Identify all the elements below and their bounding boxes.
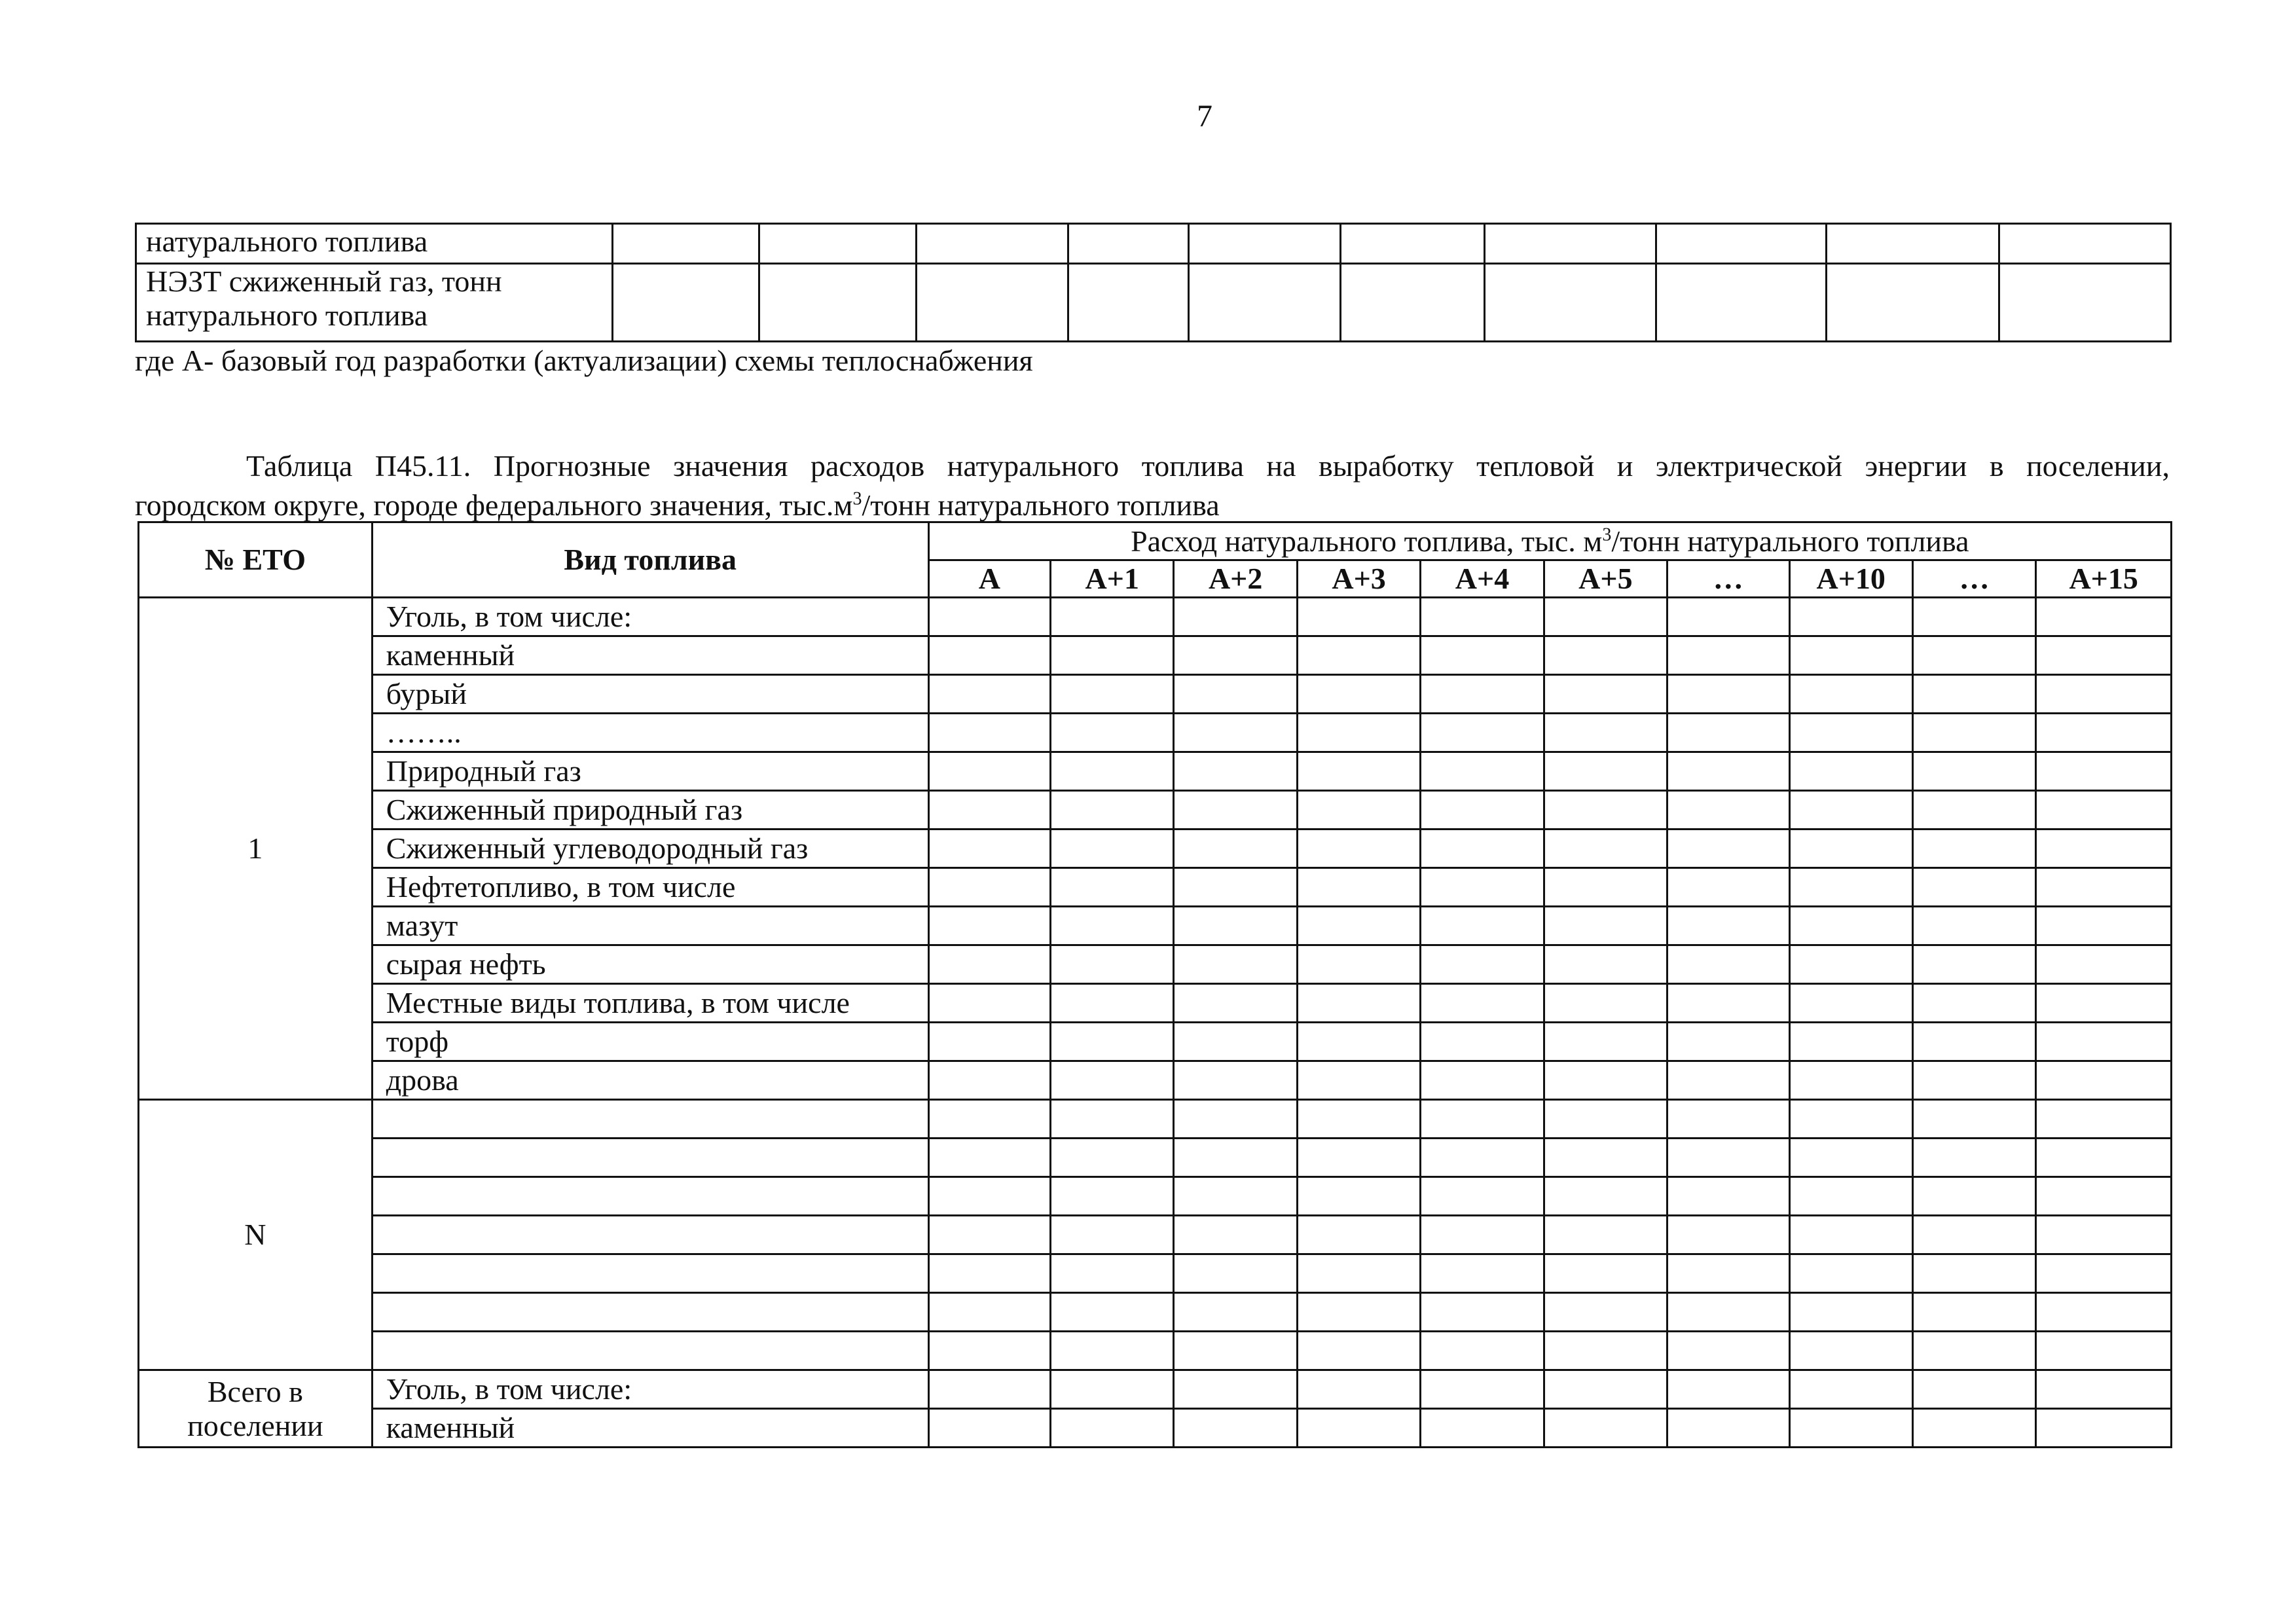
value-cell: [1421, 1023, 1544, 1061]
value-cell: [1051, 1023, 1174, 1061]
value-cell: [1789, 1061, 1912, 1100]
fuel-type: торф: [372, 1023, 928, 1061]
value-cell: [1051, 907, 1174, 945]
value-cell: [1174, 1370, 1297, 1409]
value-cell: [1789, 1177, 1912, 1216]
value-cell: [1667, 830, 1789, 868]
value-cell: [2036, 945, 2172, 984]
value-cell: [1667, 1216, 1789, 1254]
value-cell: [1174, 945, 1297, 984]
total-label: Всего в поселении: [139, 1370, 373, 1448]
value-cell: [1667, 984, 1789, 1023]
value-cell: [1051, 830, 1174, 868]
value-cell: [1174, 1139, 1297, 1177]
value-cell: [1789, 752, 1912, 791]
value-cell: [1912, 598, 2035, 636]
value-cell: [1789, 598, 1912, 636]
fuel-type: каменный: [372, 636, 928, 675]
value-cell: [2036, 868, 2172, 907]
fuel-type: Уголь, в том числе:: [372, 1370, 928, 1409]
value-cell: [1051, 1177, 1174, 1216]
header-year: А+10: [1789, 560, 1912, 598]
table-row: [139, 1216, 2172, 1254]
value-cell: [1174, 984, 1297, 1023]
value-cell: [2036, 636, 2172, 675]
page-number: 7: [1197, 99, 1212, 134]
value-cell: [1667, 1177, 1789, 1216]
value-cell: [928, 1139, 1050, 1177]
value-cell: [1789, 636, 1912, 675]
value-cell: [1544, 984, 1667, 1023]
table-row: [139, 1061, 2172, 1100]
value-cell: [1912, 675, 2035, 714]
previous-table-continuation: [135, 223, 2172, 342]
value-cell: [1297, 1370, 1420, 1409]
eto-number: N: [139, 1100, 373, 1370]
value-cell: [2036, 1216, 2172, 1254]
value-cell: [1667, 907, 1789, 945]
value-cell: [1421, 1370, 1544, 1409]
value-cell: [1421, 1061, 1544, 1100]
value-cell: [1544, 868, 1667, 907]
value-cell: [1421, 1332, 1544, 1370]
value-cell: [1912, 636, 2035, 675]
value-cell: [1789, 1139, 1912, 1177]
value-cell: [1051, 1100, 1174, 1139]
base-year-note: где А- базовый год разработки (актуализации) схемы теплоснабжения: [135, 344, 1033, 377]
table-body: [139, 598, 2172, 1448]
table-row: [139, 1254, 2172, 1293]
fuel-type: [372, 1216, 928, 1254]
value-cell: [1051, 1370, 1174, 1409]
value-cell: [1912, 714, 2035, 752]
value-cell: [1789, 1370, 1912, 1409]
value-cell: [2036, 714, 2172, 752]
value-cell: [1789, 1332, 1912, 1370]
value-cell: [1421, 984, 1544, 1023]
value-cell: [1174, 1177, 1297, 1216]
value-cell: [1421, 1216, 1544, 1254]
value-cell: [1544, 945, 1667, 984]
value-cell: [1051, 868, 1174, 907]
value-cell: [1912, 1332, 2035, 1370]
value-cell: [928, 984, 1050, 1023]
value-cell: [1421, 1100, 1544, 1139]
value-cell: [2036, 1409, 2172, 1448]
value-cell: [928, 1409, 1050, 1448]
value-cell: [1789, 1293, 1912, 1332]
value-cell: [928, 1023, 1050, 1061]
value-cell: [2036, 1370, 2172, 1409]
value-cell: [1789, 675, 1912, 714]
fuel-type: [372, 1293, 928, 1332]
value-cell: [1912, 1177, 2035, 1216]
value-cell: [1667, 1100, 1789, 1139]
value-cell: [1297, 1409, 1420, 1448]
value-cell: [1789, 1409, 1912, 1448]
value-cell: [1421, 714, 1544, 752]
value-cell: [1174, 752, 1297, 791]
value-cell: [1421, 945, 1544, 984]
value-cell: [928, 945, 1050, 984]
value-cell: [928, 830, 1050, 868]
value-cell: [2036, 1139, 2172, 1177]
table-row: [139, 1023, 2172, 1061]
value-cell: [2036, 1293, 2172, 1332]
value-cell: [1912, 1409, 2035, 1448]
header-consumption-group: Расход натурального топлива, тыс. $м^3$/тонн натурального топлива: [928, 522, 2171, 560]
value-cell: [1912, 1061, 2035, 1100]
value-cell: [1667, 752, 1789, 791]
value-cell: [1544, 598, 1667, 636]
value-cell: [1421, 752, 1544, 791]
value-cell: [1912, 1293, 2035, 1332]
value-cell: [1667, 1254, 1789, 1293]
value-cell: [1421, 868, 1544, 907]
fuel-type: Сжиженный углеводородный газ: [372, 830, 928, 868]
table-row: [139, 830, 2172, 868]
value-cell: [1297, 1177, 1420, 1216]
value-cell: [1544, 752, 1667, 791]
value-cell: [1667, 1409, 1789, 1448]
value-cell: [2036, 984, 2172, 1023]
value-cell: [1051, 1139, 1174, 1177]
value-cell: [1174, 1216, 1297, 1254]
value-cell: [1297, 1293, 1420, 1332]
value-cell: [1421, 907, 1544, 945]
value-cell: [1544, 1370, 1667, 1409]
header-year: А+5: [1544, 560, 1667, 598]
value-cell: [928, 1100, 1050, 1139]
value-cell: [1912, 791, 2035, 830]
value-cell: [1667, 945, 1789, 984]
value-cell: [1174, 830, 1297, 868]
table-row: [139, 1293, 2172, 1332]
value-cell: [1544, 1409, 1667, 1448]
value-cell: [928, 791, 1050, 830]
value-cell: [1174, 1061, 1297, 1100]
value-cell: [1667, 598, 1789, 636]
value-cell: [1667, 1332, 1789, 1370]
value-cell: [1544, 636, 1667, 675]
value-cell: [1051, 752, 1174, 791]
value-cell: [928, 1177, 1050, 1216]
value-cell: [1544, 791, 1667, 830]
value-cell: [1051, 791, 1174, 830]
value-cell: [1174, 1023, 1297, 1061]
value-cell: [1912, 907, 2035, 945]
value-cell: [1051, 1061, 1174, 1100]
row-label: натурального топлива: [136, 224, 613, 264]
fuel-type: [372, 1332, 928, 1370]
value-cell: [1297, 984, 1420, 1023]
value-cell: [1297, 598, 1420, 636]
value-cell: [1789, 945, 1912, 984]
value-cell: [1667, 675, 1789, 714]
value-cell: [1544, 1139, 1667, 1177]
table-row: [139, 1370, 2172, 1409]
value-cell: [1174, 1409, 1297, 1448]
fuel-type: [372, 1100, 928, 1139]
value-cell: [1789, 984, 1912, 1023]
value-cell: [1544, 907, 1667, 945]
value-cell: [1421, 830, 1544, 868]
value-cell: [1174, 1332, 1297, 1370]
header-fuel-type: Вид топлива: [372, 522, 928, 598]
value-cell: [928, 1332, 1050, 1370]
fuel-type: [372, 1177, 928, 1216]
value-cell: [1544, 675, 1667, 714]
header-year: А+15: [2036, 560, 2172, 598]
value-cell: [1789, 1216, 1912, 1254]
value-cell: [1789, 907, 1912, 945]
header-year: А+4: [1421, 560, 1544, 598]
value-cell: [1667, 1293, 1789, 1332]
value-cell: [1051, 1216, 1174, 1254]
value-cell: [1667, 714, 1789, 752]
table-row: [136, 264, 2171, 342]
table-row: [139, 1139, 2172, 1177]
value-cell: [1051, 984, 1174, 1023]
fuel-type: ……..: [372, 714, 928, 752]
value-cell: [1789, 1254, 1912, 1293]
value-cell: [1297, 636, 1420, 675]
value-cell: [1544, 1332, 1667, 1370]
value-cell: [1789, 830, 1912, 868]
value-cell: [1789, 791, 1912, 830]
value-cell: [1789, 1023, 1912, 1061]
value-cell: [1174, 675, 1297, 714]
table-row: [139, 1409, 2172, 1448]
value-cell: [2036, 675, 2172, 714]
table-row: [139, 1177, 2172, 1216]
value-cell: [1297, 752, 1420, 791]
value-cell: [1174, 636, 1297, 675]
value-cell: [1174, 1100, 1297, 1139]
value-cell: [1051, 675, 1174, 714]
value-cell: [2036, 1023, 2172, 1061]
value-cell: [1912, 1139, 2035, 1177]
value-cell: [1544, 1023, 1667, 1061]
fuel-type: мазут: [372, 907, 928, 945]
value-cell: [1297, 830, 1420, 868]
value-cell: [2036, 1332, 2172, 1370]
value-cell: [1421, 1177, 1544, 1216]
value-cell: [1174, 598, 1297, 636]
header-eto: № ЕТО: [139, 522, 373, 598]
value-cell: [1544, 1177, 1667, 1216]
value-cell: [1297, 1023, 1420, 1061]
value-cell: [928, 1216, 1050, 1254]
value-cell: [1297, 907, 1420, 945]
fuel-type: Уголь, в том числе:: [372, 598, 928, 636]
table-row: [139, 984, 2172, 1023]
value-cell: [1912, 868, 2035, 907]
value-cell: [928, 598, 1050, 636]
value-cell: [2036, 791, 2172, 830]
fuel-type: дрова: [372, 1061, 928, 1100]
value-cell: [1912, 945, 2035, 984]
value-cell: [928, 1370, 1050, 1409]
value-cell: [1297, 714, 1420, 752]
table-row: [139, 907, 2172, 945]
value-cell: [1297, 1332, 1420, 1370]
table-row: [139, 791, 2172, 830]
value-cell: [1544, 714, 1667, 752]
value-cell: [928, 752, 1050, 791]
table-row: [139, 675, 2172, 714]
value-cell: [1912, 1023, 2035, 1061]
fuel-type: каменный: [372, 1409, 928, 1448]
value-cell: [928, 1254, 1050, 1293]
table-row: [139, 1332, 2172, 1370]
value-cell: [1544, 1216, 1667, 1254]
value-cell: [1912, 984, 2035, 1023]
value-cell: [2036, 752, 2172, 791]
value-cell: [1667, 791, 1789, 830]
value-cell: [2036, 907, 2172, 945]
value-cell: [928, 907, 1050, 945]
value-cell: [1297, 1139, 1420, 1177]
value-cell: [1421, 1409, 1544, 1448]
value-cell: [1421, 675, 1544, 714]
value-cell: [1667, 1370, 1789, 1409]
header-year: А: [928, 560, 1050, 598]
value-cell: [1297, 945, 1420, 984]
value-cell: [1051, 1293, 1174, 1332]
value-cell: [1544, 1100, 1667, 1139]
value-cell: [1051, 945, 1174, 984]
value-cell: [1174, 1293, 1297, 1332]
fuel-type: Местные виды топлива, в том числе: [372, 984, 928, 1023]
value-cell: [1051, 1332, 1174, 1370]
value-cell: [1912, 752, 2035, 791]
value-cell: [1174, 791, 1297, 830]
value-cell: [1297, 791, 1420, 830]
value-cell: [1421, 1139, 1544, 1177]
header-year: …: [1667, 560, 1789, 598]
fuel-type: [372, 1139, 928, 1177]
header-year: А+1: [1051, 560, 1174, 598]
table-row: [139, 714, 2172, 752]
value-cell: [1174, 1254, 1297, 1293]
value-cell: [1544, 1254, 1667, 1293]
value-cell: [1297, 1216, 1420, 1254]
value-cell: [1912, 1216, 2035, 1254]
value-cell: [1544, 1293, 1667, 1332]
value-cell: [1297, 1254, 1420, 1293]
value-cell: [2036, 830, 2172, 868]
value-cell: [1421, 636, 1544, 675]
row-label: НЭЗТ сжиженный газ, тонн натурального топлива: [136, 264, 613, 342]
fuel-type: Нефтетопливо, в том числе: [372, 868, 928, 907]
value-cell: [1297, 1100, 1420, 1139]
fuel-type: Природный газ: [372, 752, 928, 791]
eto-number: 1: [139, 598, 373, 1100]
value-cell: [1544, 1061, 1667, 1100]
value-cell: [928, 1293, 1050, 1332]
value-cell: [2036, 1061, 2172, 1100]
value-cell: [2036, 1177, 2172, 1216]
value-cell: [1912, 830, 2035, 868]
fuel-type: Сжиженный природный газ: [372, 791, 928, 830]
table-row: [139, 868, 2172, 907]
value-cell: [1421, 1293, 1544, 1332]
value-cell: [1667, 1061, 1789, 1100]
value-cell: [1544, 830, 1667, 868]
value-cell: [1051, 636, 1174, 675]
value-cell: [1667, 636, 1789, 675]
header-year: А+3: [1297, 560, 1420, 598]
value-cell: [1912, 1100, 2035, 1139]
header-year: А+2: [1174, 560, 1297, 598]
table-row: [139, 1100, 2172, 1139]
value-cell: [928, 636, 1050, 675]
value-cell: [1174, 907, 1297, 945]
value-cell: [1174, 868, 1297, 907]
fuel-type: бурый: [372, 675, 928, 714]
value-cell: [1667, 1023, 1789, 1061]
table-row: [136, 224, 2171, 264]
value-cell: [1421, 791, 1544, 830]
value-cell: [1789, 868, 1912, 907]
value-cell: [1789, 1100, 1912, 1139]
table-row: [139, 945, 2172, 984]
value-cell: [1051, 1254, 1174, 1293]
value-cell: [928, 868, 1050, 907]
value-cell: [1421, 1254, 1544, 1293]
value-cell: [1051, 714, 1174, 752]
value-cell: [1297, 1061, 1420, 1100]
table-row: [139, 752, 2172, 791]
value-cell: [1667, 868, 1789, 907]
value-cell: [1912, 1254, 2035, 1293]
fuel-type: [372, 1254, 928, 1293]
table-row: [139, 598, 2172, 636]
header-year: …: [1912, 560, 2035, 598]
table-caption: Таблица П45.11. Прогнозные значения расходов натурального топлива на выработку тепловой и электрической энергии в поселении, городском округе, городе федерального значения, $тыс.м^3$/тонн натурального топлива: [135, 449, 2170, 522]
value-cell: [928, 1061, 1050, 1100]
value-cell: [1912, 1370, 2035, 1409]
value-cell: [928, 714, 1050, 752]
value-cell: [1667, 1139, 1789, 1177]
value-cell: [2036, 1254, 2172, 1293]
fuel-type: сырая нефть: [372, 945, 928, 984]
value-cell: [928, 675, 1050, 714]
value-cell: [1051, 1409, 1174, 1448]
fuel-consumption-table: [137, 521, 2172, 1448]
value-cell: [1789, 714, 1912, 752]
value-cell: [1297, 675, 1420, 714]
value-cell: [1051, 598, 1174, 636]
value-cell: [1297, 868, 1420, 907]
value-cell: [2036, 1100, 2172, 1139]
header-row: [139, 522, 2172, 560]
value-cell: [1421, 598, 1544, 636]
value-cell: [2036, 598, 2172, 636]
value-cell: [1174, 714, 1297, 752]
table-row: [139, 636, 2172, 675]
